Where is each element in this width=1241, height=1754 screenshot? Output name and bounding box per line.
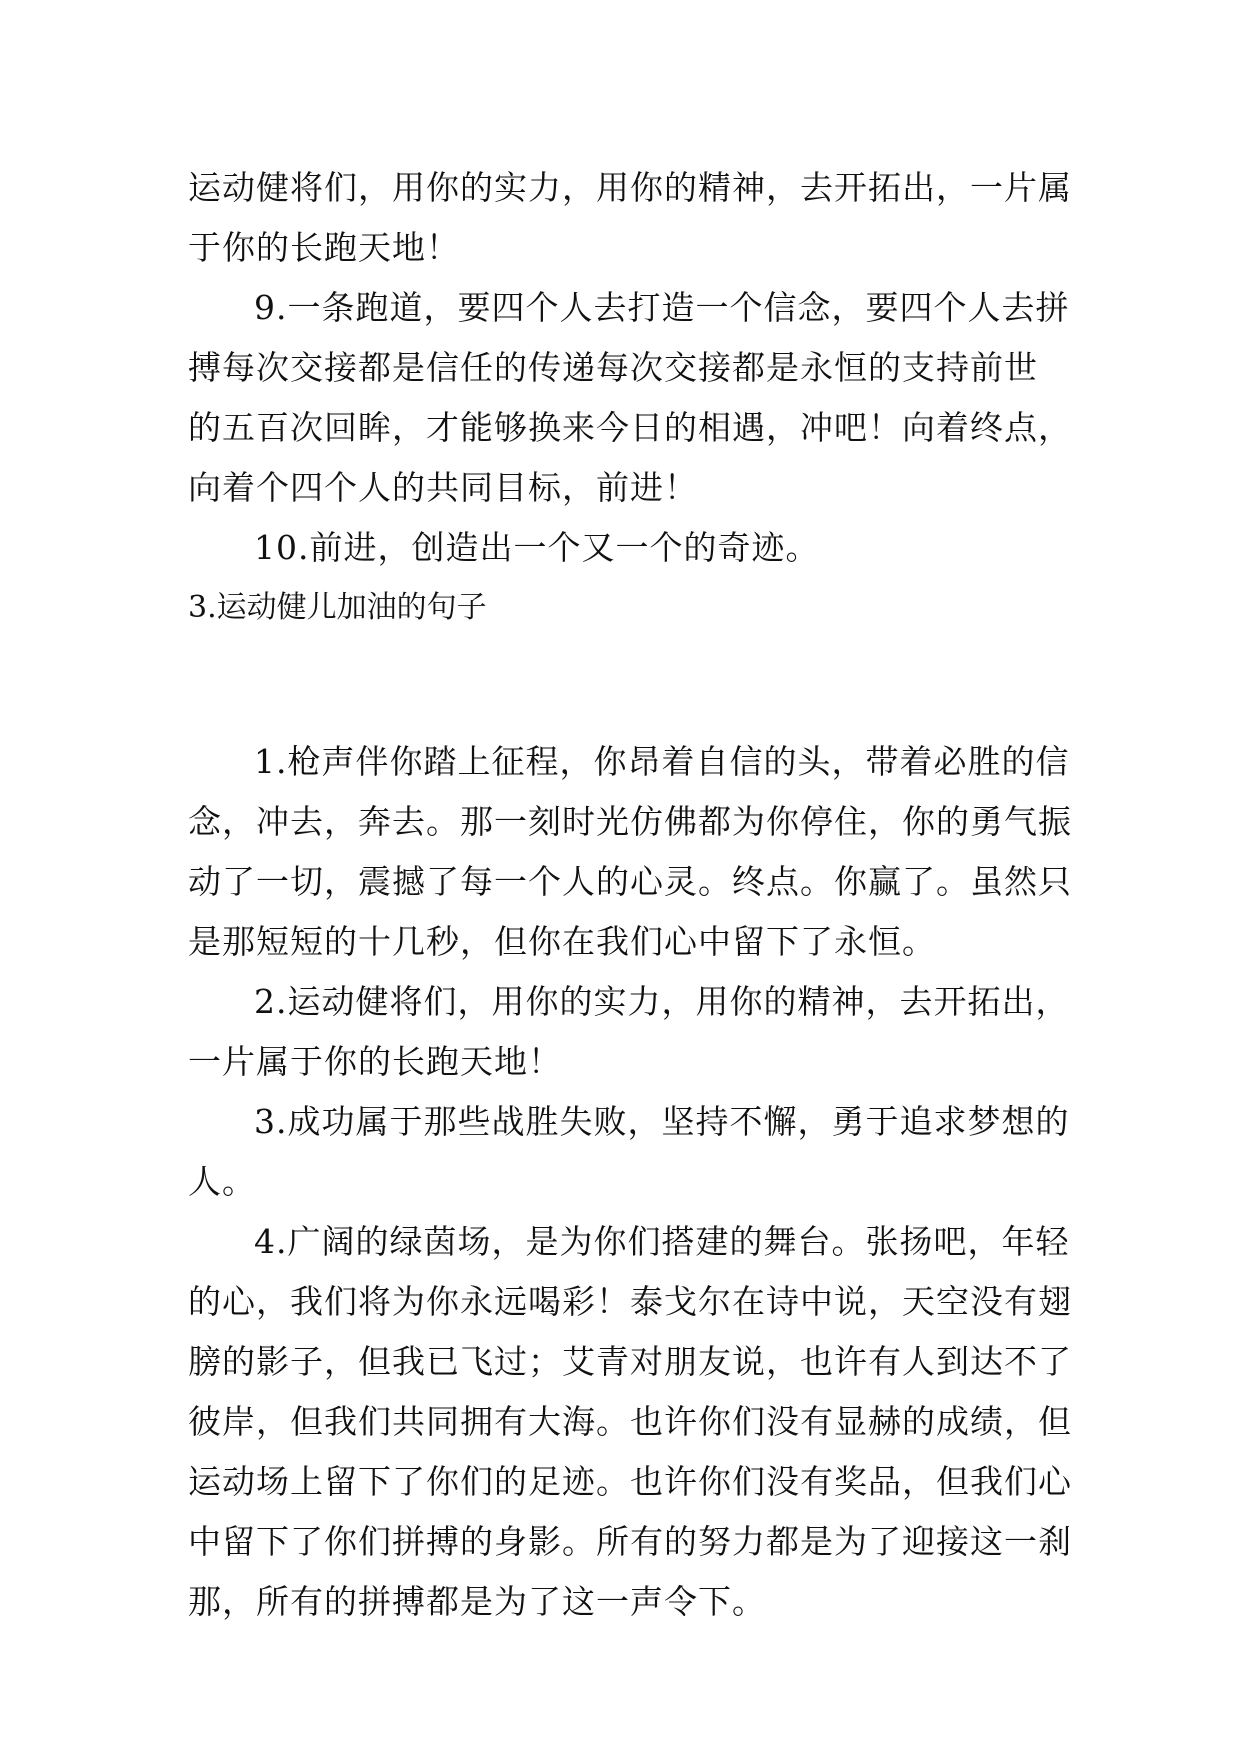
text-line: 9.一条跑道，要四个人去打造一个信念，要四个人去拼	[254, 288, 1070, 327]
section-item-3	[188, 1092, 1070, 1212]
text-line: 一片属于你的长跑天地！	[188, 1042, 562, 1081]
text-line: 是那短短的十几秒，但你在我们心中留下了永恒。	[188, 922, 936, 961]
document-body	[188, 158, 1072, 1632]
text-line: 那，所有的拼搏都是为了这一声令下。	[188, 1582, 766, 1621]
text-line: 人。	[188, 1162, 256, 1201]
paragraph-item-10	[188, 518, 1054, 578]
text-line: 搏每次交接都是信任的传递每次交接都是永恒的支持前世	[188, 348, 1038, 387]
paragraph-item-9	[188, 278, 1072, 518]
text-line: 动了一切，震撼了每一个人的心灵。终点。你赢了。虽然只	[188, 862, 1072, 901]
text-line: 运动场上留下了你们的足迹。也许你们没有奖品，但我们心	[188, 1462, 1072, 1501]
text-line: 中留下了你们拼搏的身影。所有的努力都是为了迎接这一刹	[188, 1522, 1072, 1561]
text-line: 的五百次回眸，才能够换来今日的相遇，冲吧！向着终点，	[188, 408, 1072, 447]
text-line: 膀的影子，但我已飞过；艾青对朋友说，也许有人到达不了	[188, 1342, 1072, 1381]
section-item-2	[188, 972, 1070, 1092]
text-line: 1.枪声伴你踏上征程，你昂着自信的头，带着必胜的信	[254, 742, 1070, 781]
text-line: 10.前进，创造出一个又一个的奇迹。	[254, 528, 820, 567]
section-item-1	[188, 732, 1072, 972]
paragraph-continuation	[188, 158, 1072, 278]
section-spacer	[188, 638, 1054, 732]
text-line: 彼岸，但我们共同拥有大海。也许你们没有显赫的成绩，但	[188, 1402, 1072, 1441]
text-line: 3.成功属于那些战胜失败，坚持不懈，勇于追求梦想的	[254, 1102, 1070, 1141]
text-line: 的心，我们将为你永远喝彩！泰戈尔在诗中说，天空没有翅	[188, 1282, 1072, 1321]
section-heading: 3.运动健儿加油的句子	[188, 590, 487, 625]
text-line: 于你的长跑天地！	[188, 228, 460, 267]
section-item-4	[188, 1212, 1072, 1632]
text-line: 4.广阔的绿茵场，是为你们搭建的舞台。张扬吧，年轻	[254, 1222, 1070, 1261]
text-line: 念，冲去，奔去。那一刻时光仿佛都为你停住，你的勇气振	[188, 802, 1072, 841]
text-line: 2.运动健将们，用你的实力，用你的精神，去开拓出，	[254, 982, 1070, 1021]
text-line: 向着个四个人的共同目标，前进！	[188, 468, 698, 507]
text-line: 运动健将们，用你的实力，用你的精神，去开拓出，一片属	[188, 168, 1072, 207]
